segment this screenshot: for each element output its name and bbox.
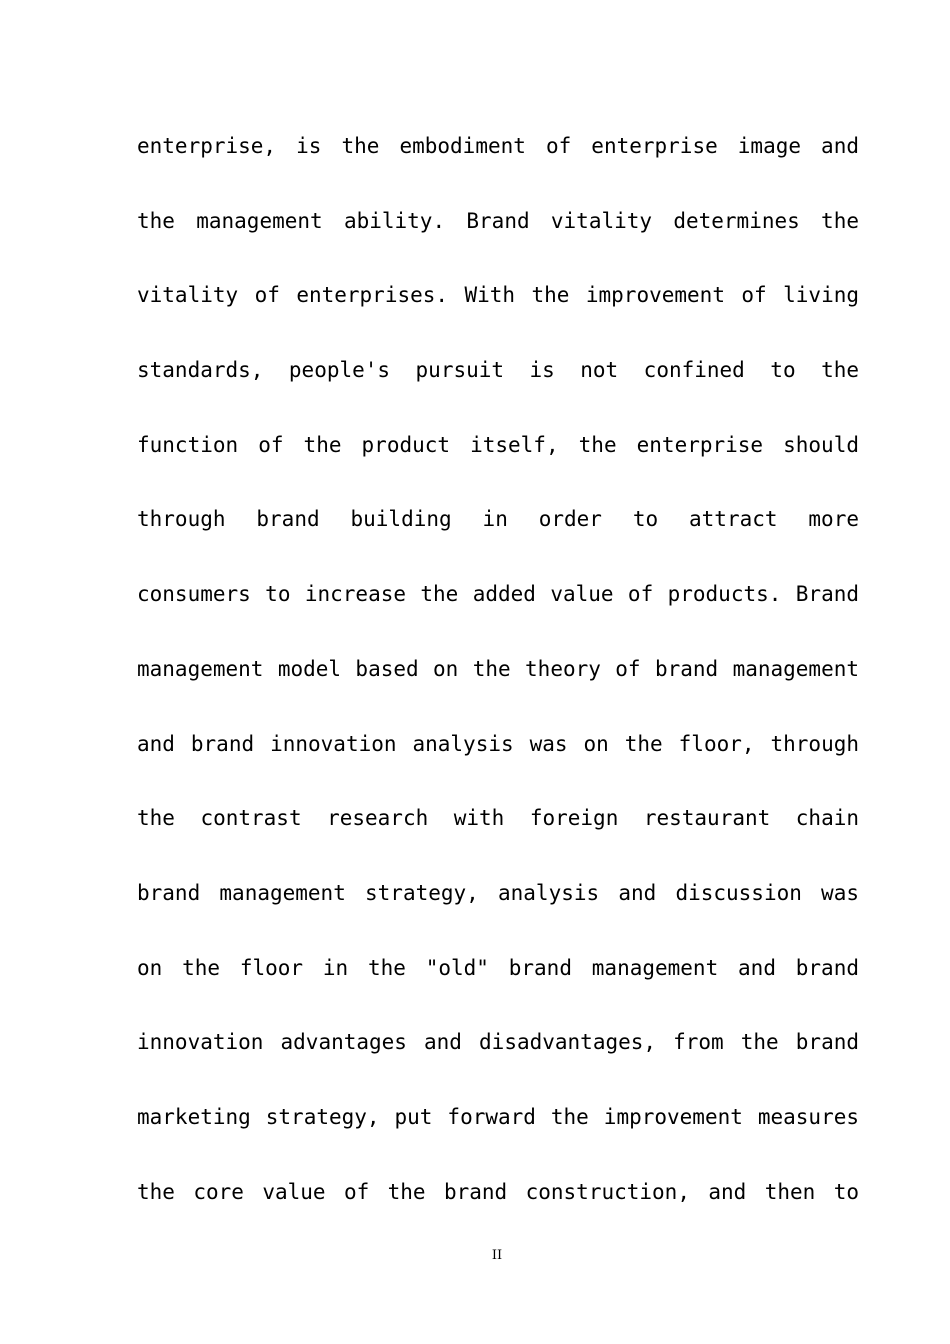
text-line: enterprise, is the embodiment of enterprise image and — [137, 134, 859, 158]
abstract-paragraph — [137, 128, 859, 1248]
text-line: marketing strategy, put forward the improvement measures — [137, 1104, 859, 1129]
text-line: innovation advantages and disadvantages, from the brand — [137, 1030, 859, 1055]
text-line: the contrast research with foreign restaurant chain — [137, 806, 859, 831]
text-line: and brand innovation analysis was on the floor, through — [137, 731, 859, 756]
text-line: the core value of the brand construction, and then to — [137, 1179, 859, 1204]
text-line: function of the product itself, the enterprise should — [137, 432, 859, 457]
text-line: consumers to increase the added value of products. Brand — [137, 582, 859, 607]
text-line: vitality of enterprises. With the improvement of living — [137, 283, 859, 308]
text-line: standards, people's pursuit is not confined to the — [137, 358, 859, 383]
text-line: management model based on the theory of brand management — [137, 656, 859, 681]
text-line: brand management strategy, analysis and discussion was — [137, 880, 859, 905]
page-number: II — [491, 1248, 503, 1263]
text-line: on the floor in the "old" brand management and brand — [137, 955, 859, 980]
text-line: the management ability. Brand vitality determines the — [137, 208, 859, 233]
text-line: through brand building in order to attract more — [137, 507, 859, 532]
